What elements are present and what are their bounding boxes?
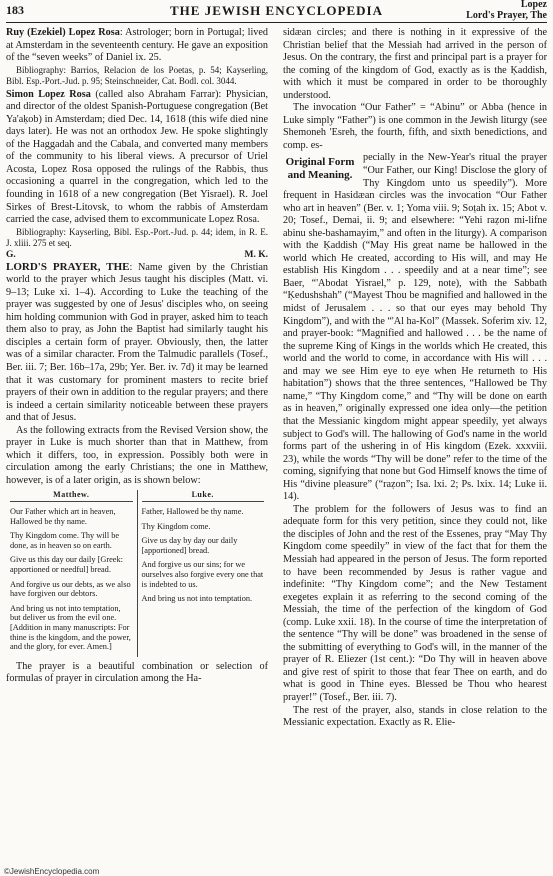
- footer-credit: ©JewishEncyclopedia.com: [4, 867, 100, 876]
- paragraph: pecially in the New-Year's ritual the prayer “Our Father, our King! Disclose the glory of Thy Kingdom unto us speedily”). More frequent in Hasidæan circles was the invocation “Our Father who art in heaven” (Ber. v. 1; Yoma viii. 9; Soṭah ix. 15; Abot v. 20; Tosef., Demai, ii. 9; and elsewhere: “Yehi raẓon mi-lifne abinu she-bashamayim,” and often in the liturgy). A comparison with the Ḳaddish (“May His great name be hallowed in the world which He created, according to His will, and may He establish His Kingdom . . . speedily and at a near time”; see Baer, “'Abodat Yisrael,” p. 129, note), with the Sabbath “Ḳedushshah” (“Mayest Thou be magnified and hallowed in the midst of Jerusalem . . . so that our eyes may behold Thy Kingdom”), and with the “'Al ha-Kol” (Massek. Soferim xiv. 12, and prayer-book: “Magnified and hallowed . . . be the name of the supreme King of Kings in the worlds which He created, this world and the world to come, in accordance with His will . . . and may we see Him eye to eye when He returneth to His habitation”) shows that the three sentences, “Hallowed be Thy name,” “Thy Kingdom come,” and “Thy will be done on earth as in heaven,” originally expressed one idea only—the petition that the Messianic kingdom might appear speedily, yet always subject to God's will. The hallowing of God's name in the world forms part of the ushering in of His kingdom (Ezek. xxxviii. 23), while the words “Thy will be done” refer to the time of the coming, signifying that none but God Himself knows the time of His “divine pleasure” (“raẓon”; Isa. lxi. 2; Ps. lxix. 14; Luke ii. 14).: [283, 152, 548, 503]
- paragraph: The invocation “Our Father” = “Abinu” or Abba (hence in Luke simply “Father”) is one common in the Jewish liturgy (see Shemoneh 'Esreh, the fourth, fifth, and sixth benedictions, and comp. es-: [283, 102, 547, 151]
- entry-title: Ruy (Ezekiel) Lopez Rosa: [6, 27, 120, 38]
- journal-title: THE JEWISH ENCYCLOPEDIA: [170, 3, 383, 18]
- running-head: [466, 0, 547, 21]
- luke-verse: Thy Kingdom come.: [141, 521, 211, 531]
- running-head-first: Lopez: [520, 0, 547, 10]
- paragraph: The problem for the followers of Jesus was to find an adequate form for this very petition, since they could not, like the disciples of John and the rest of the Essenes, pray “May Thy Kingdom come speedily” in view of the fact that for them the Messiah had appeared in the person of Jesus. The form reported to have been recommended by Jesus is rather vague and indefinite: “Thy Kingdom come”; and the New Testament exegetes explain it as referring to the second coming of the Messiah, the time of the perfection of the kingdom of God (comp. Luke xxii. 18). In the course of time the interpretation of the sentence “Thy will be done” was broadened in the sense of the submitting of everything to God's will, in the manner of the prayer of R. Eliezer (1st cent.): “Do Thy will in heaven above and give rest of spirit to those that fear Thee on earth, and do what is good in Thine eyes. Blessed be Thou who hearest prayer!” (Tosef., Ber. iii. 7).: [283, 503, 547, 703]
- entry-lords-prayer: [6, 261, 268, 425]
- entry-simon-lopez-rosa: [6, 89, 268, 227]
- right-column: [283, 27, 547, 730]
- matthew-column: [6, 490, 137, 657]
- luke-verse: And bring us not into temptation.: [141, 594, 253, 604]
- page-number: 183: [6, 3, 24, 17]
- entry-text: : Astrologer; born in Portugal; lived at Amsterdam in the seventeenth century. He gave an exposition of the “seven weeks” of Daniel ix. 25.: [6, 27, 268, 64]
- running-head-second: Lord's Prayer, The: [466, 9, 547, 21]
- matthew-verse: Our Father which art in heaven, Hallowed be thy name.: [10, 507, 116, 526]
- luke-verse: And forgive us our sins; for we ourselves also forgive every one that is indebted to us.: [141, 560, 264, 589]
- luke-verse: Father, Hallowed be thy name.: [141, 507, 244, 517]
- paragraph: sidæan circles; and there is nothing in it expressive of the Christian belief that the Messiah had arrived in the person of Jesus. On the contrary, the first and principal part is a prayer for the coming of the kingdom of God, exactly as is the Ḳaddish, with which it must be compared in order to be thoroughly understood.: [283, 27, 547, 101]
- signature-right: M. K.: [244, 249, 268, 260]
- paragraph: As the following extracts from the Revised Version show, the prayer in Luke is much shorter than that in Matthew, from which it differs, too, in expression. Possibly both were in circulation among the early Christians; the one in Matthew, however, is of a later origin, as is shown below:: [6, 424, 268, 486]
- entry-text: (called also Abraham Farrar): Physician, and director of the oldest Spanish-Portuguese congregation (Bet Ya'aḳob) in Amsterdam; died Dec. 14, 1618 (this wife died nine days later). He was not an orthodox Jew. He spoke slightingly of the Haggadah and the Cabala, and converted many members of the community to his liberal views. A precursor of Uriel Acosta, Lopez Rosa opposed the rulings of the Rabbis, thus occasioning a quarrel in the congregation, which led to the founding in 1618 of a new congregation (Bet Yisrael). R. Joel Sirkes of Brest-Litovsk, to whom the rabbis of Amsterdam carried the case, advised them to excommunicate Lopez Rosa.: [6, 88, 268, 226]
- entry-text: : Name given by the Christian world to the prayer which Jesus taught his disciples (Matt. vi. 9–13; Luke xi. 1–4). According to Luke the teaching of the prayer was suggested by one of Jesus' disciples who, on seeing him holding communion with God in prayer, asked him to teach them also to pray, as John the Baptist had similarly taught his disciples a certain form of prayer. Obviously, then, the latter was of a similar character. From the Talmudic parallels (Tosef., Ber. iii. 7; Ber. 16b–17a, 29b; Yer. Ber. iv. 7d) it may be learned that it was customary for prominent masters to recite brief prayers of their own in addition to the regular prayers; and there is indeed a certain similarity noticeable between these prayers and that of Jesus.: [6, 261, 268, 424]
- matthew-verse: Give us this day our daily [Greek: apportioned or needful] bread.: [10, 555, 123, 575]
- page-header: [6, 0, 547, 23]
- matthew-verse: Thy Kingdom come. Thy will be done, as in heaven so on earth.: [10, 531, 120, 550]
- signature-line: [6, 249, 268, 261]
- entry-title: LORD'S PRAYER, THE: [6, 260, 130, 273]
- paragraph: The prayer is a beautiful combination or selection of formulas of prayer in circulation among the Ha-: [6, 660, 268, 685]
- comparison-table: [6, 490, 268, 657]
- paragraph: The rest of the prayer, also, stands in close relation to the Messianic expectation. Exactly as R. Elie-: [283, 704, 547, 729]
- bibliography: Bibliography: Barrios, Relacion de los Poetas, p. 54; Kayserling, Bibl. Esp.-Port.-Jud. p. 95; Steinschneider, Cat. Bodl. col. 3044.: [6, 64, 268, 86]
- entry-title: Simon Lopez Rosa: [6, 88, 91, 100]
- matthew-header: Matthew.: [10, 490, 133, 503]
- matthew-verse: And bring us not into temptation, but deliver us from the evil one. [Addition in many manuscripts: For thine is the kingdom, and the power, and the glory, for ever. Amen.]: [10, 603, 131, 652]
- matthew-verse: And forgive us our debts, as we also have forgiven our debtors.: [10, 579, 131, 599]
- left-column: [6, 27, 268, 686]
- signature-left: G.: [6, 249, 16, 260]
- luke-column: [137, 490, 269, 657]
- bibliography: Bibliography: Kayserling, Bibl. Esp.-Port.-Jud. p. 44; idem, in R. E. J. xliii. 275 et seq.: [6, 226, 268, 248]
- entry-ruy-lopez-rosa: [6, 27, 268, 65]
- side-heading: Original Form and Meaning.: [285, 156, 355, 181]
- luke-verse: Give us day by day our daily [apportioned] bread.: [141, 536, 238, 555]
- luke-header: Luke.: [142, 490, 265, 503]
